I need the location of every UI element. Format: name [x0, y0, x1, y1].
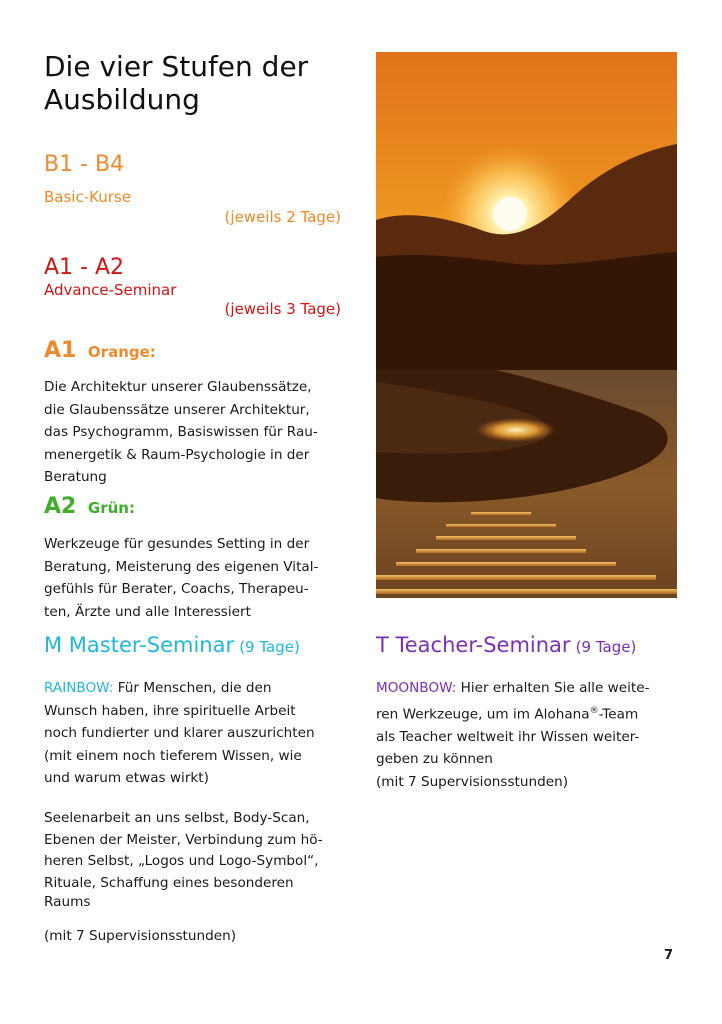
a1-line: Beratung: [44, 469, 107, 485]
sunset-illustration: [376, 52, 677, 598]
master-intro-line: Für Menschen, die den: [117, 680, 272, 696]
a1-heading: [44, 338, 156, 363]
master-content: [44, 808, 364, 910]
basic-heading: B1 - B4: [44, 152, 125, 177]
a1-line: Die Architektur unserer Glaubenssätze,: [44, 379, 312, 395]
master-intro-line: und warum etwas wirkt): [44, 770, 209, 786]
tree-line: [376, 252, 677, 382]
teacher-line: als Teacher weltweit ihr Wissen weiter-: [376, 728, 640, 745]
a2-line: Werkzeuge für gesundes Setting in der: [44, 536, 310, 552]
master-content-line: Rituale, Schaffung eines besonderen: [44, 874, 294, 891]
master-title: M Master-Seminar: [44, 633, 235, 657]
a1-description: [44, 376, 354, 489]
teacher-description: [376, 677, 686, 771]
teacher-supervision: (mit 7 Supervisionsstunden): [376, 774, 569, 790]
master-content-line: Raums: [44, 894, 91, 910]
master-intro-line: Wunsch haben, ihre spirituelle Arbeit: [44, 702, 296, 719]
master-content-line: Seelenarbeit an uns selbst, Body-Scan,: [44, 810, 310, 826]
a2-code: A2: [44, 494, 77, 519]
teacher-keyword: MOONBOW:: [376, 680, 457, 696]
sunset-photo: [376, 52, 677, 598]
master-content-line: heren Selbst, „Logos und Logo-Symbol“,: [44, 853, 319, 869]
a1-code: A1: [44, 338, 77, 363]
master-intro-line: noch fundierter und klarer auszurichten: [44, 725, 315, 741]
basic-duration: (jeweils 2 Tage): [224, 208, 341, 226]
teacher-heading: [376, 633, 636, 657]
teacher-duration: (9 Tage): [575, 638, 637, 656]
teacher-line: -Team: [598, 706, 639, 723]
advance-duration: (jeweils 3 Tage): [224, 300, 341, 318]
a2-line: Beratung, Meisterung des eigenen Vital-: [44, 558, 319, 575]
basic-subtitle: Basic-Kurse: [44, 188, 131, 206]
master-keyword: RAINBOW:: [44, 680, 114, 696]
a1-line: menergetik & Raum-Psychologie in der: [44, 446, 310, 463]
sun: [493, 197, 527, 231]
page-title-line-2: Ausbildung: [44, 83, 200, 116]
teacher-line: geben zu können: [376, 751, 493, 768]
page-title: [44, 50, 308, 116]
teacher-title: T Teacher-Seminar: [376, 633, 571, 657]
page-title-line-1: Die vier Stufen der: [44, 50, 309, 83]
advance-subtitle: Advance-Seminar: [44, 281, 177, 299]
master-intro: [44, 677, 364, 790]
advance-heading: A1 - A2: [44, 255, 125, 280]
a1-line: die Glaubenssätze unserer Architektur,: [44, 401, 310, 418]
teacher-line: ren Werkzeuge, um im Alohana: [376, 706, 590, 723]
master-heading: [44, 633, 300, 657]
registered-mark: ®: [589, 705, 599, 716]
a2-color-name: Grün:: [87, 499, 135, 517]
a2-line: ten, Ärzte und alle Interessiert: [44, 603, 251, 620]
a2-heading: [44, 494, 135, 519]
a1-line: das Psychogramm, Basiswissen für Rau-: [44, 424, 318, 440]
master-supervision: (mit 7 Supervisionsstunden): [44, 928, 237, 944]
a2-description: [44, 533, 354, 623]
a2-line: gefühls für Berater, Coachs, Therapeu-: [44, 581, 309, 597]
a1-color-name: Orange:: [87, 343, 156, 361]
master-content-line: Ebenen der Meister, Verbindung zum hö-: [44, 831, 323, 848]
page-number: 7: [664, 948, 674, 963]
master-duration: (9 Tage): [239, 638, 300, 656]
sun-reflection: [476, 418, 556, 442]
master-intro-line: (mit einem noch tieferem Wissen, wie: [44, 747, 302, 764]
teacher-line: Hier erhalten Sie alle weite-: [460, 680, 650, 696]
